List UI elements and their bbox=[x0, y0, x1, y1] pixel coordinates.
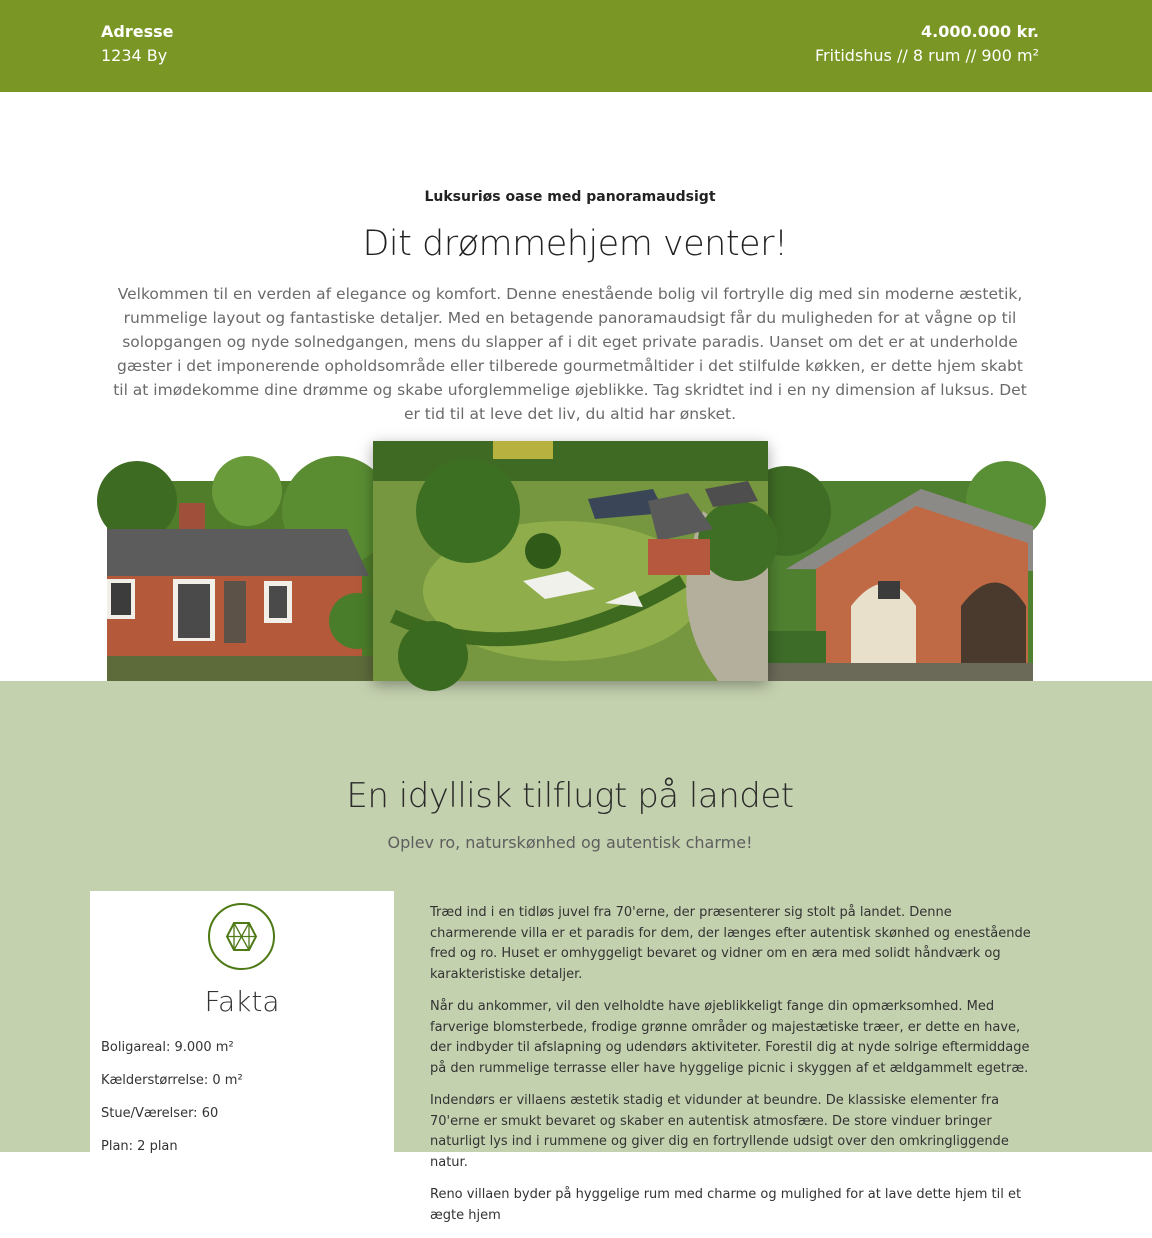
property-meta: Fritidshus // 8 rum // 900 m² bbox=[815, 46, 1039, 65]
section-title: En idyllisk tilflugt på landet bbox=[346, 776, 794, 816]
description-paragraph: Indendørs er villaens æstetik stadig et vidunder at beundre. De klassiske elementer fra 70'erne er smukt bevaret og skaber en autentisk atmosfære. De store vinduer bringer naturligt lys ind i rummene og giver dig en fortryllende udsigt over den omkringliggende natur. bbox=[430, 1093, 1009, 1170]
description-text bbox=[430, 903, 1035, 1238]
fact-item: Stue/Værelser: 60 bbox=[101, 1106, 219, 1121]
house-photo-right[interactable] bbox=[766, 481, 1033, 681]
price-block bbox=[815, 20, 1039, 68]
house-photo-aerial[interactable] bbox=[373, 441, 768, 681]
property-header bbox=[0, 0, 1152, 92]
description-paragraph: Træd ind i en tidløs juvel fra 70'erne, der præsenterer sig stolt på landet. Denne charmerende villa er et paradis for dem, der længes efter autentisk skønhed og enestående fred og ro. Huset er omhyggeligt bevaret og vidner om en æra med solidt håndværk og karakteristiske detaljer. bbox=[430, 905, 1031, 982]
facts-card bbox=[90, 891, 394, 1171]
fact-item: Kælderstørrelse: 0 m² bbox=[101, 1073, 243, 1088]
intro-text: Velkommen til en verden af elegance og komfort. Denne enestående bolig vil fortrylle dig med sin moderne æstetik, rummelige layout og fantastiske detaljer. Med en betagende panoramaudsigt får du muligheden for at vågne op til solopgangen og nyde solnedgangen, mens du slapper af i dit eget private paradis. Uanset om det er at underholde gæster i det imponerende opholdsområde eller tilberede gourmetmåltider i det stilfulde køkken, er dette hjem skabt til at imødekomme dine drømme og skabe uforglemmelige øjeblikke. Tag skridtet ind i en ny dimension af luksus. Det er tid til at leve det liv, du altid har ønsket. bbox=[113, 285, 1027, 423]
address-city: 1234 By bbox=[101, 46, 168, 65]
house-photo-left[interactable] bbox=[107, 481, 375, 681]
price-value: 4.000.000 kr. bbox=[921, 22, 1039, 41]
facts-title: Fakta bbox=[204, 985, 280, 1018]
intro-headline: Dit drømmehjem venter! bbox=[362, 224, 788, 264]
fact-item: Boligareal: 9.000 m² bbox=[101, 1040, 234, 1055]
address-label: Adresse bbox=[101, 22, 174, 41]
intro-eyebrow: Luksuriøs oase med panoramaudsigt bbox=[424, 189, 716, 205]
description-paragraph: Når du ankommer, vil den velholdte have øjeblikkeligt fange din opmærksomhed. Med farverige blomsterbede, frodige grønne områder og majestætiske træer, er dette en have, der indbyder til afslapning og udendørs aktiviteter. Forestil dig at nyde solrige eftermiddage på den rummelige terrasse eller have hyggelige picnic i skyggen af et ældgammelt egetræ. bbox=[430, 999, 1030, 1076]
description-paragraph: Reno villaen byder på hyggelige rum med charme og mulighed for at lave dette hjem til et ægte hjem bbox=[430, 1187, 1022, 1223]
address-block bbox=[101, 20, 173, 68]
polyhedron-icon bbox=[208, 903, 275, 970]
section-subtitle: Oplev ro, naturskønhed og autentisk charme! bbox=[387, 833, 753, 852]
fact-item: Plan: 2 plan bbox=[101, 1139, 178, 1154]
